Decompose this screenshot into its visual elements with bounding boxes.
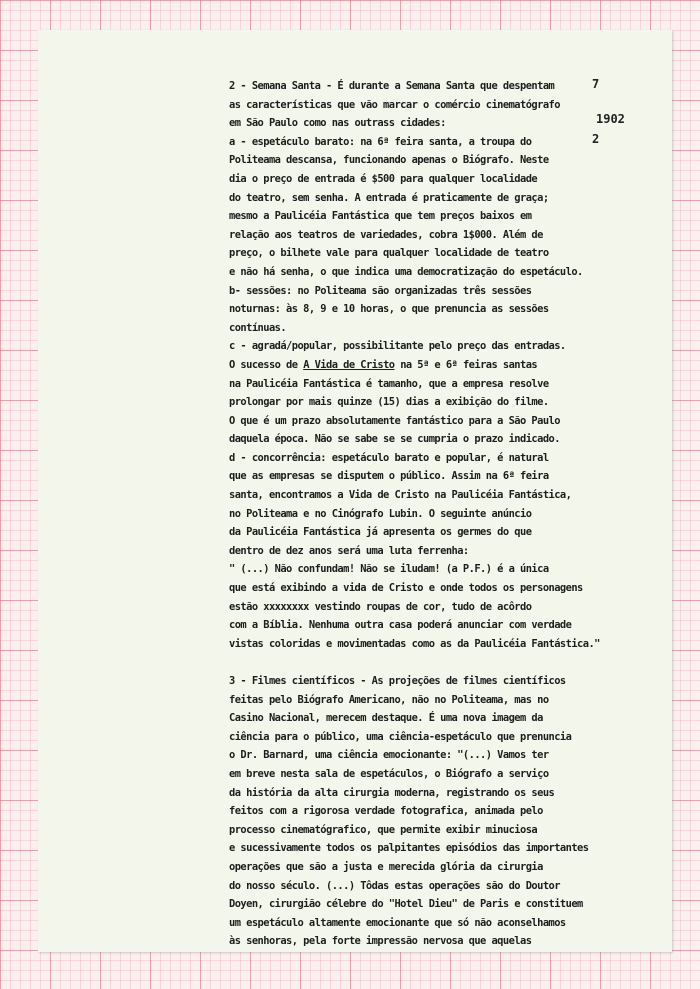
text-line: feitas pelo Biógrafo Americano, não no Politeama, mas no bbox=[229, 693, 549, 706]
margin-note-year: 1902 bbox=[596, 112, 625, 126]
text-line: um espetáculo altamente emocionante que só não aconselhamos bbox=[229, 916, 566, 929]
text-line: do nosso século. (...) Tôdas estas operações são do Doutor bbox=[229, 879, 560, 892]
text-line: preço, o bilhete vale para qualquer localidade de teatro bbox=[229, 247, 549, 260]
film-title-underlined: A Vida de Cristo bbox=[303, 358, 395, 371]
text-line: o Dr. Barnard, uma ciência emocionante: "(...) Vamos ter bbox=[229, 749, 549, 762]
text-line: feitos com a rigorosa verdade fotografica, animada pelo bbox=[229, 805, 543, 818]
text-line: ciência para o público, uma ciência-espetáculo que prenuncia bbox=[229, 730, 572, 743]
text-line: com a Bíblia. Nenhuma outra casa poderá anunciar com verdade bbox=[229, 619, 572, 632]
text-line: da Paulicéia Fantástica já apresenta os germes do que bbox=[229, 526, 532, 539]
text-line: vistas coloridas e movimentadas como as da Paulicéia Fantástica." bbox=[229, 637, 600, 650]
text-line: processo cinematógrafico, que permite exibir minuciosa bbox=[229, 823, 538, 836]
text-line: do teatro, sem senha. A entrada é praticamente de graça; bbox=[229, 191, 549, 204]
paragraph-gap bbox=[229, 653, 659, 672]
text-line: noturnas: às 8, 9 e 10 horas, o que prenuncia as sessões bbox=[229, 303, 549, 316]
document-body bbox=[229, 77, 659, 951]
text-line: no Politeama e no Cinógrafo Lubin. O seguinte anúncio bbox=[229, 507, 532, 520]
text-line: da história da alta cirurgia moderna, registrando os seus bbox=[229, 786, 555, 799]
text-line: que as empresas se disputem o público. Assim na 6ª feira bbox=[229, 470, 549, 483]
text-line: em breve nesta sala de espetáculos, o Biógrafo a serviço bbox=[229, 767, 549, 780]
text-line: Doyen, cirurgião célebre do "Hotel Dieu" de Paris e constituem bbox=[229, 898, 583, 911]
margin-note-index: 2 bbox=[592, 132, 600, 146]
text-line: relação aos teatros de variedades, cobra 1$000. Além de bbox=[229, 228, 543, 241]
text-line: a - espetáculo barato: na 6ª feira santa, a troupa do bbox=[229, 135, 532, 148]
text-line: Politeama descansa, funcionando apenas o Biógrafo. Neste bbox=[229, 154, 549, 167]
text-line: e sucessivamente todos os palpitantes episódios das importantes bbox=[229, 842, 589, 855]
text-line: O que é um prazo absolutamente fantástico para a São Paulo bbox=[229, 414, 560, 427]
text-line: santa, encontramos a Vida de Cristo na Paulicéia Fantástica, bbox=[229, 489, 572, 502]
text-line: às senhoras, pela forte impressão nervosa que aquelas bbox=[229, 935, 532, 948]
text-line: b- sessões: no Politeama são organizadas três sessões bbox=[229, 284, 532, 297]
text-line: " (...) Não confundam! Não se iludam! (a P.F.) é a única bbox=[229, 563, 549, 576]
text-line: Casino Nacional, merecem destaque. É uma nova imagem da bbox=[229, 712, 543, 725]
text-line: em São Paulo como nas outrass cidades: bbox=[229, 117, 446, 130]
text-line: dia o preço de entrada é $500 para qualquer localidade bbox=[229, 172, 538, 185]
section-filmes-cientificos bbox=[229, 672, 659, 951]
text-line: c - agradá/popular, possibilitante pelo preço das entradas. bbox=[229, 340, 566, 353]
text-line: daquela época. Não se sabe se se cumpria o prazo indicado. bbox=[229, 433, 560, 446]
text-line: na Paulicéia Fantástica é tamanho, que a empresa resolve bbox=[229, 377, 549, 390]
margin-note-page-number: 7 bbox=[592, 77, 600, 91]
typewritten-page bbox=[38, 30, 672, 952]
text-line: operações que são a justa e merecida glória da cirurgia bbox=[229, 860, 543, 873]
text-line: as características que vão marcar o comércio cinematógrafo bbox=[229, 98, 560, 111]
section-semana-santa bbox=[229, 77, 659, 653]
text-line: que está exibindo a vida de Cristo e onde todos os personagens bbox=[229, 582, 583, 595]
text-line: contínuas. bbox=[229, 321, 287, 334]
text-line: 3 - Filmes científicos - As projeções de filmes científicos bbox=[229, 675, 566, 687]
text-line-underlined-title: O sucesso de A Vida de Cristo na 5ª e 6ª feiras santas bbox=[229, 358, 538, 371]
text-line: e não há senha, o que indica uma democratização do espetáculo. bbox=[229, 265, 583, 278]
text-line: prolongar por mais quinze (15) dias a exibição do filme. bbox=[229, 396, 549, 409]
text-line: estão xxxxxxxx vestindo roupas de cor, tudo de acôrdo bbox=[229, 600, 532, 613]
text-line: dentro de dez anos será uma luta ferrenha: bbox=[229, 544, 469, 557]
text-line: 2 - Semana Santa - É durante a Semana Santa que despentam bbox=[229, 80, 555, 92]
text-line: d - concorrência: espetáculo barato e popular, é natural bbox=[229, 451, 549, 464]
text-line: mesmo a Paulicéia Fantástica que tem preços baixos em bbox=[229, 210, 532, 223]
